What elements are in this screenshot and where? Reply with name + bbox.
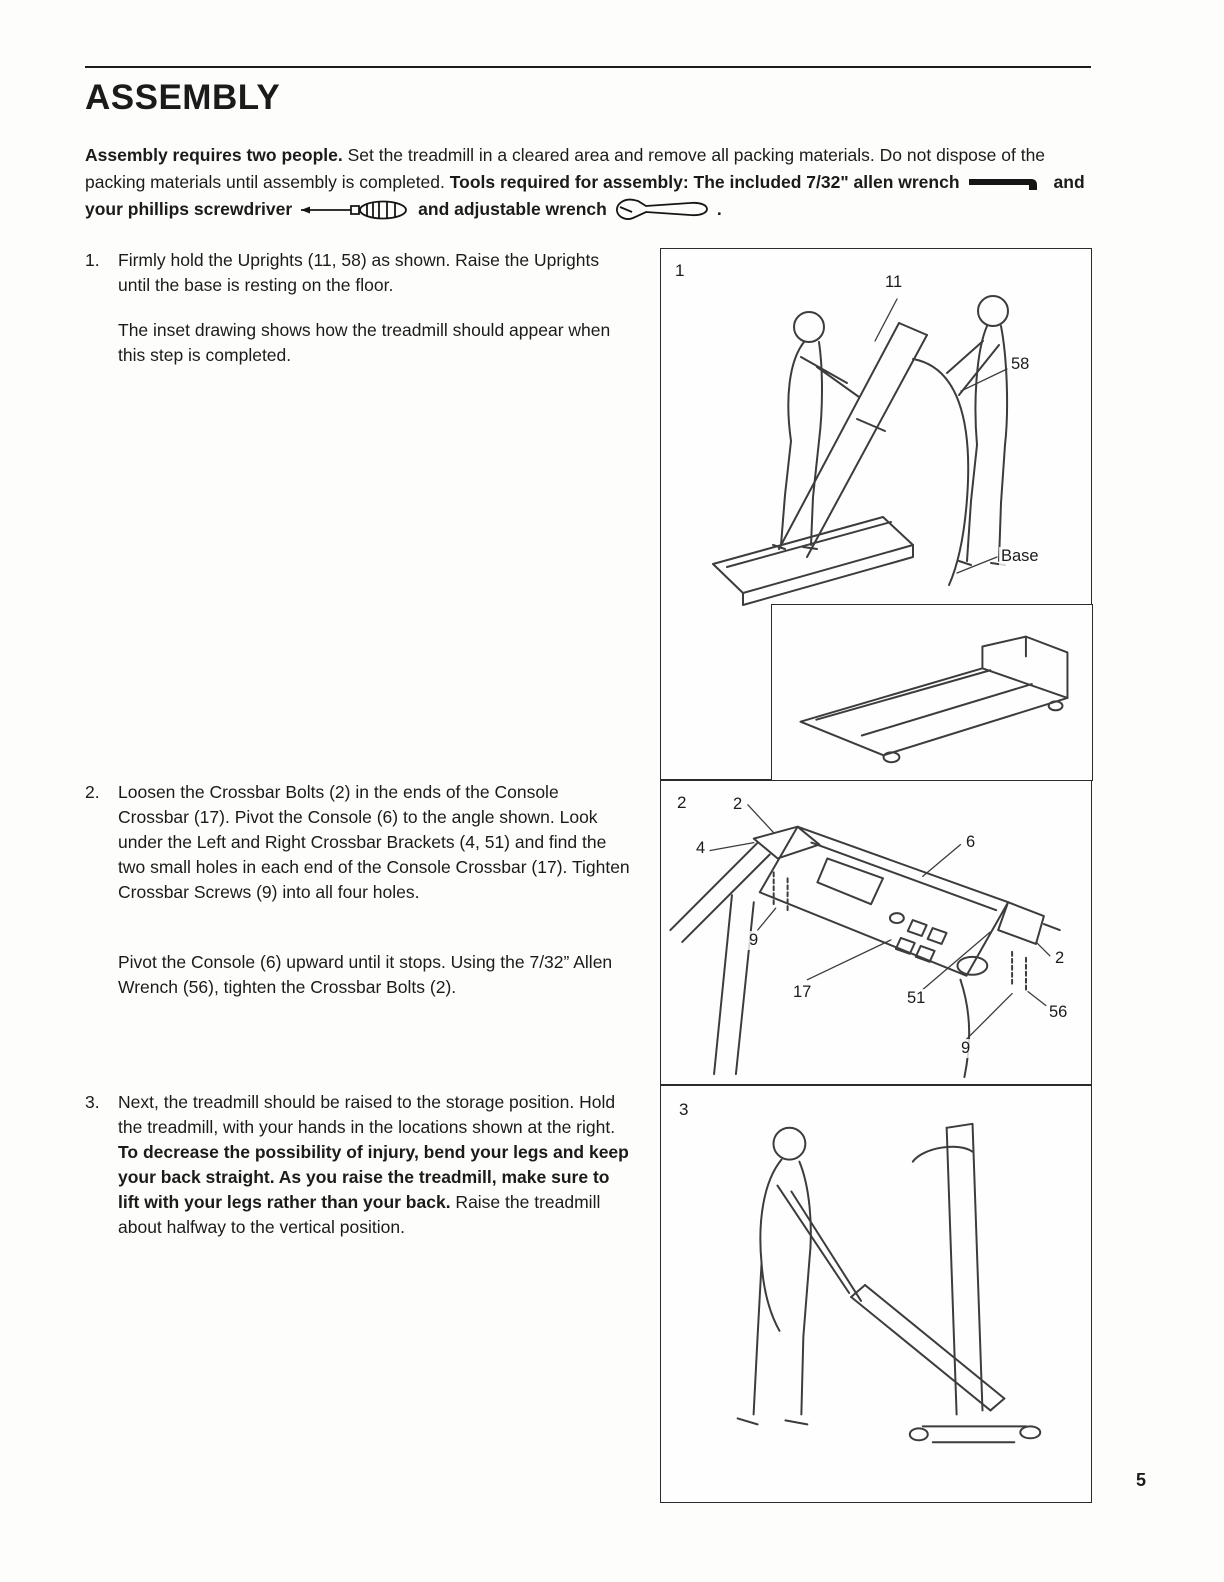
figure-3-box	[660, 1085, 1092, 1503]
step-3-lead: Next, the treadmill should be raised to the storage position. Hold the treadmill, with your hands in the locations shown at the right.	[118, 1092, 616, 1137]
figures-column	[660, 248, 1092, 1503]
callout-2b: 2	[1055, 949, 1065, 967]
adjustable-wrench-icon	[614, 197, 710, 223]
step-1-note: The inset drawing shows how the treadmill should appear when this step is completed.	[118, 320, 611, 365]
figure-2-number: 2	[677, 793, 687, 812]
content-area	[85, 248, 1140, 1508]
phillips-screwdriver-icon	[299, 199, 411, 221]
callout-base: Base	[1001, 547, 1039, 565]
callout-4: 4	[696, 839, 706, 857]
step-2-note: Pivot the Console (6) upward until it stops. Using the 7/32” Allen Wrench (56), tighten the Crossbar Bolts (2).	[118, 952, 613, 997]
callout-17: 17	[793, 983, 812, 1001]
intro-bold-lead: Assembly requires two people.	[85, 145, 343, 165]
step-2-number: 2.	[85, 782, 100, 802]
figure-3-illustration	[661, 1086, 1091, 1502]
callout-9a: 9	[749, 931, 759, 949]
step-3-bold: To decrease the possibility of injury, bend your legs and keep your back straight. As you raise the treadmill, make sure to lift with your legs rather than your back.	[118, 1142, 629, 1212]
intro-bold-screwdriver: and your phillips screwdriver	[85, 172, 1085, 219]
figure-1-inset-box	[771, 604, 1093, 781]
callout-2a: 2	[733, 795, 743, 813]
callout-6: 6	[966, 833, 976, 851]
intro-end: .	[716, 199, 722, 219]
step-3-text	[118, 1090, 630, 1240]
step-1-number: 1.	[85, 250, 100, 270]
intro-text: Set the treadmill in a cleared area and remove all packing materials. Do not dispose of the packing materials until assembly is completed.	[85, 145, 1046, 192]
step-1-text: Firmly hold the Uprights (11, 58) as shown. Raise the Uprights until the base is resting on the floor.	[118, 250, 600, 295]
callout-58: 58	[1011, 355, 1030, 373]
callout-51: 51	[907, 989, 926, 1007]
figure-2-box	[660, 780, 1092, 1085]
step-1	[85, 248, 630, 298]
callout-9b: 9	[961, 1039, 971, 1057]
figure-3-number: 3	[679, 1100, 689, 1119]
page-title: ASSEMBLY	[85, 78, 281, 117]
callout-56: 56	[1049, 1003, 1068, 1021]
intro-bold-tools: Tools required for assembly: The included 7/32" allen wrench	[449, 172, 960, 192]
allen-wrench-icon	[967, 174, 1047, 192]
top-rule	[85, 66, 1091, 68]
step-2-text: Loosen the Crossbar Bolts (2) in the ends of the Console Crossbar (17). Pivot the Console (6) to the angle shown. Look under the Left and Right Crossbar Brackets (4, 51) and find the two small holes in each end of the Console Crossbar (17). Tighten Crossbar Screws (9) into all four holes.	[118, 782, 630, 902]
step-2	[85, 780, 630, 905]
step-3-tail: Raise the treadmill about halfway to the vertical position.	[118, 1192, 601, 1237]
page-number: 5	[1135, 1470, 1146, 1490]
intro-bold-wrench: and adjustable wrench	[418, 199, 607, 219]
step-3	[85, 1090, 630, 1240]
figure-1-box	[660, 248, 1092, 780]
figure-1-inset-illustration	[772, 605, 1092, 780]
figure-1-number: 1	[675, 261, 685, 280]
figure-2-illustration	[661, 781, 1091, 1084]
callout-11: 11	[885, 273, 903, 291]
intro-paragraph	[85, 142, 1085, 223]
step-3-number: 3.	[85, 1092, 100, 1112]
